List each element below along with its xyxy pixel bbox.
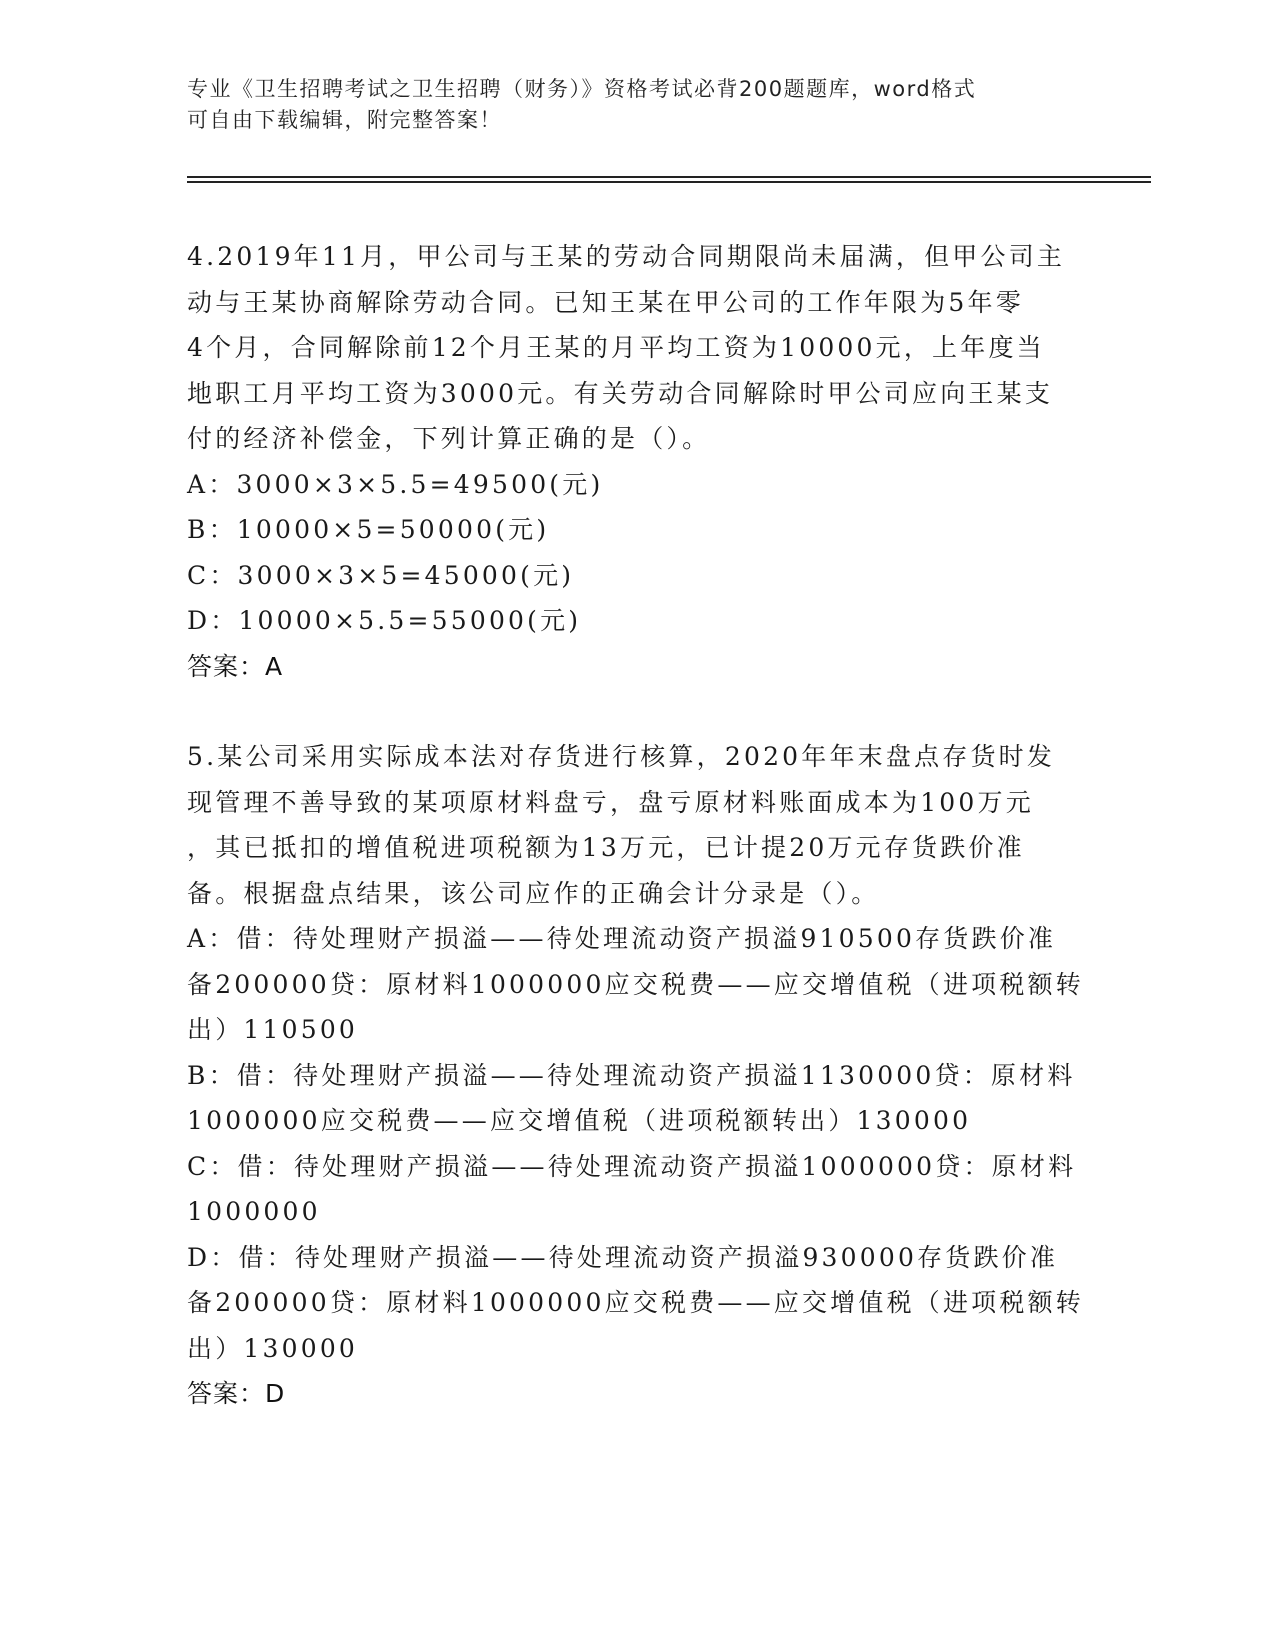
option-d-line: 出）130000 — [187, 1333, 359, 1363]
option-c-line: C：借：待处理财产损溢——待处理流动资产损溢1000000贷：原材料 — [187, 1151, 1077, 1181]
option-a-line: 备200000贷：原材料1000000应交税费——应交增值税（进项税额转 — [187, 969, 1084, 999]
option-c-line: 1000000 — [187, 1197, 321, 1226]
option-b-line: B：借：待处理财产损溢——待处理流动资产损溢1130000贷：原材料 — [187, 1060, 1076, 1090]
option-b-line: 1000000应交税费——应交增值税（进项税额转出）130000 — [187, 1106, 972, 1135]
question-stem-line: 现管理不善导致的某项原材料盘亏，盘亏原材料账面成本为100万元 — [187, 787, 1034, 817]
header-title-line-2: 可自由下载编辑，附完整答案！ — [187, 108, 502, 132]
option-a-line: 出）110500 — [187, 1015, 359, 1044]
question-stem-line: ，其已抵扣的增值税进项税额为13万元，已计提20万元存货跌价准 — [187, 833, 1025, 862]
question-stem-line: 地职工月平均工资为3000元。有关劳动合同解除时甲公司应向王某支 — [187, 378, 1054, 408]
option-b: B：10000×5=50000(元) — [187, 515, 550, 544]
option-a: A：3000×3×5.5=49500(元) — [187, 469, 604, 499]
question-4 — [187, 234, 1087, 690]
header-title-line-1: 专业《卫生招聘考试之卫生招聘（财务）》资格考试必背200题题库，word格式 — [187, 77, 977, 101]
answer-label: 答案：D — [187, 1379, 286, 1408]
question-stem-line: 动与王某协商解除劳动合同。已知王某在甲公司的工作年限为5年零 — [187, 287, 1024, 317]
option-c: C：3000×3×5=45000(元) — [187, 560, 575, 590]
option-d-line: 备200000贷：原材料1000000应交税费——应交增值税（进项税额转 — [187, 1288, 1084, 1317]
question-stem-line: 备。根据盘点结果，该公司应作的正确会计分录是（）。 — [187, 878, 880, 908]
option-a-line: A：借：待处理财产损溢——待处理流动资产损溢910500存货跌价准 — [187, 924, 1057, 953]
question-stem-line: 5.某公司采用实际成本法对存货进行核算，2020年年末盘点存货时发 — [187, 742, 1056, 771]
question-5 — [187, 734, 1087, 1417]
question-stem-line: 付的经济补偿金，下列计算正确的是（）。 — [187, 424, 711, 453]
question-stem-line: 4.2019年11月，甲公司与王某的劳动合同期限尚未届满，但甲公司主 — [187, 242, 1066, 271]
option-d: D：10000×5.5=55000(元) — [187, 606, 582, 635]
header-divider — [187, 176, 1151, 183]
page-header — [187, 74, 1087, 136]
question-stem-line: 4个月，合同解除前12个月王某的月平均工资为10000元，上年度当 — [187, 333, 1045, 362]
answer-label: 答案：A — [187, 651, 284, 681]
option-d-line: D：借：待处理财产损溢——待处理流动资产损溢930000存货跌价准 — [187, 1242, 1059, 1272]
